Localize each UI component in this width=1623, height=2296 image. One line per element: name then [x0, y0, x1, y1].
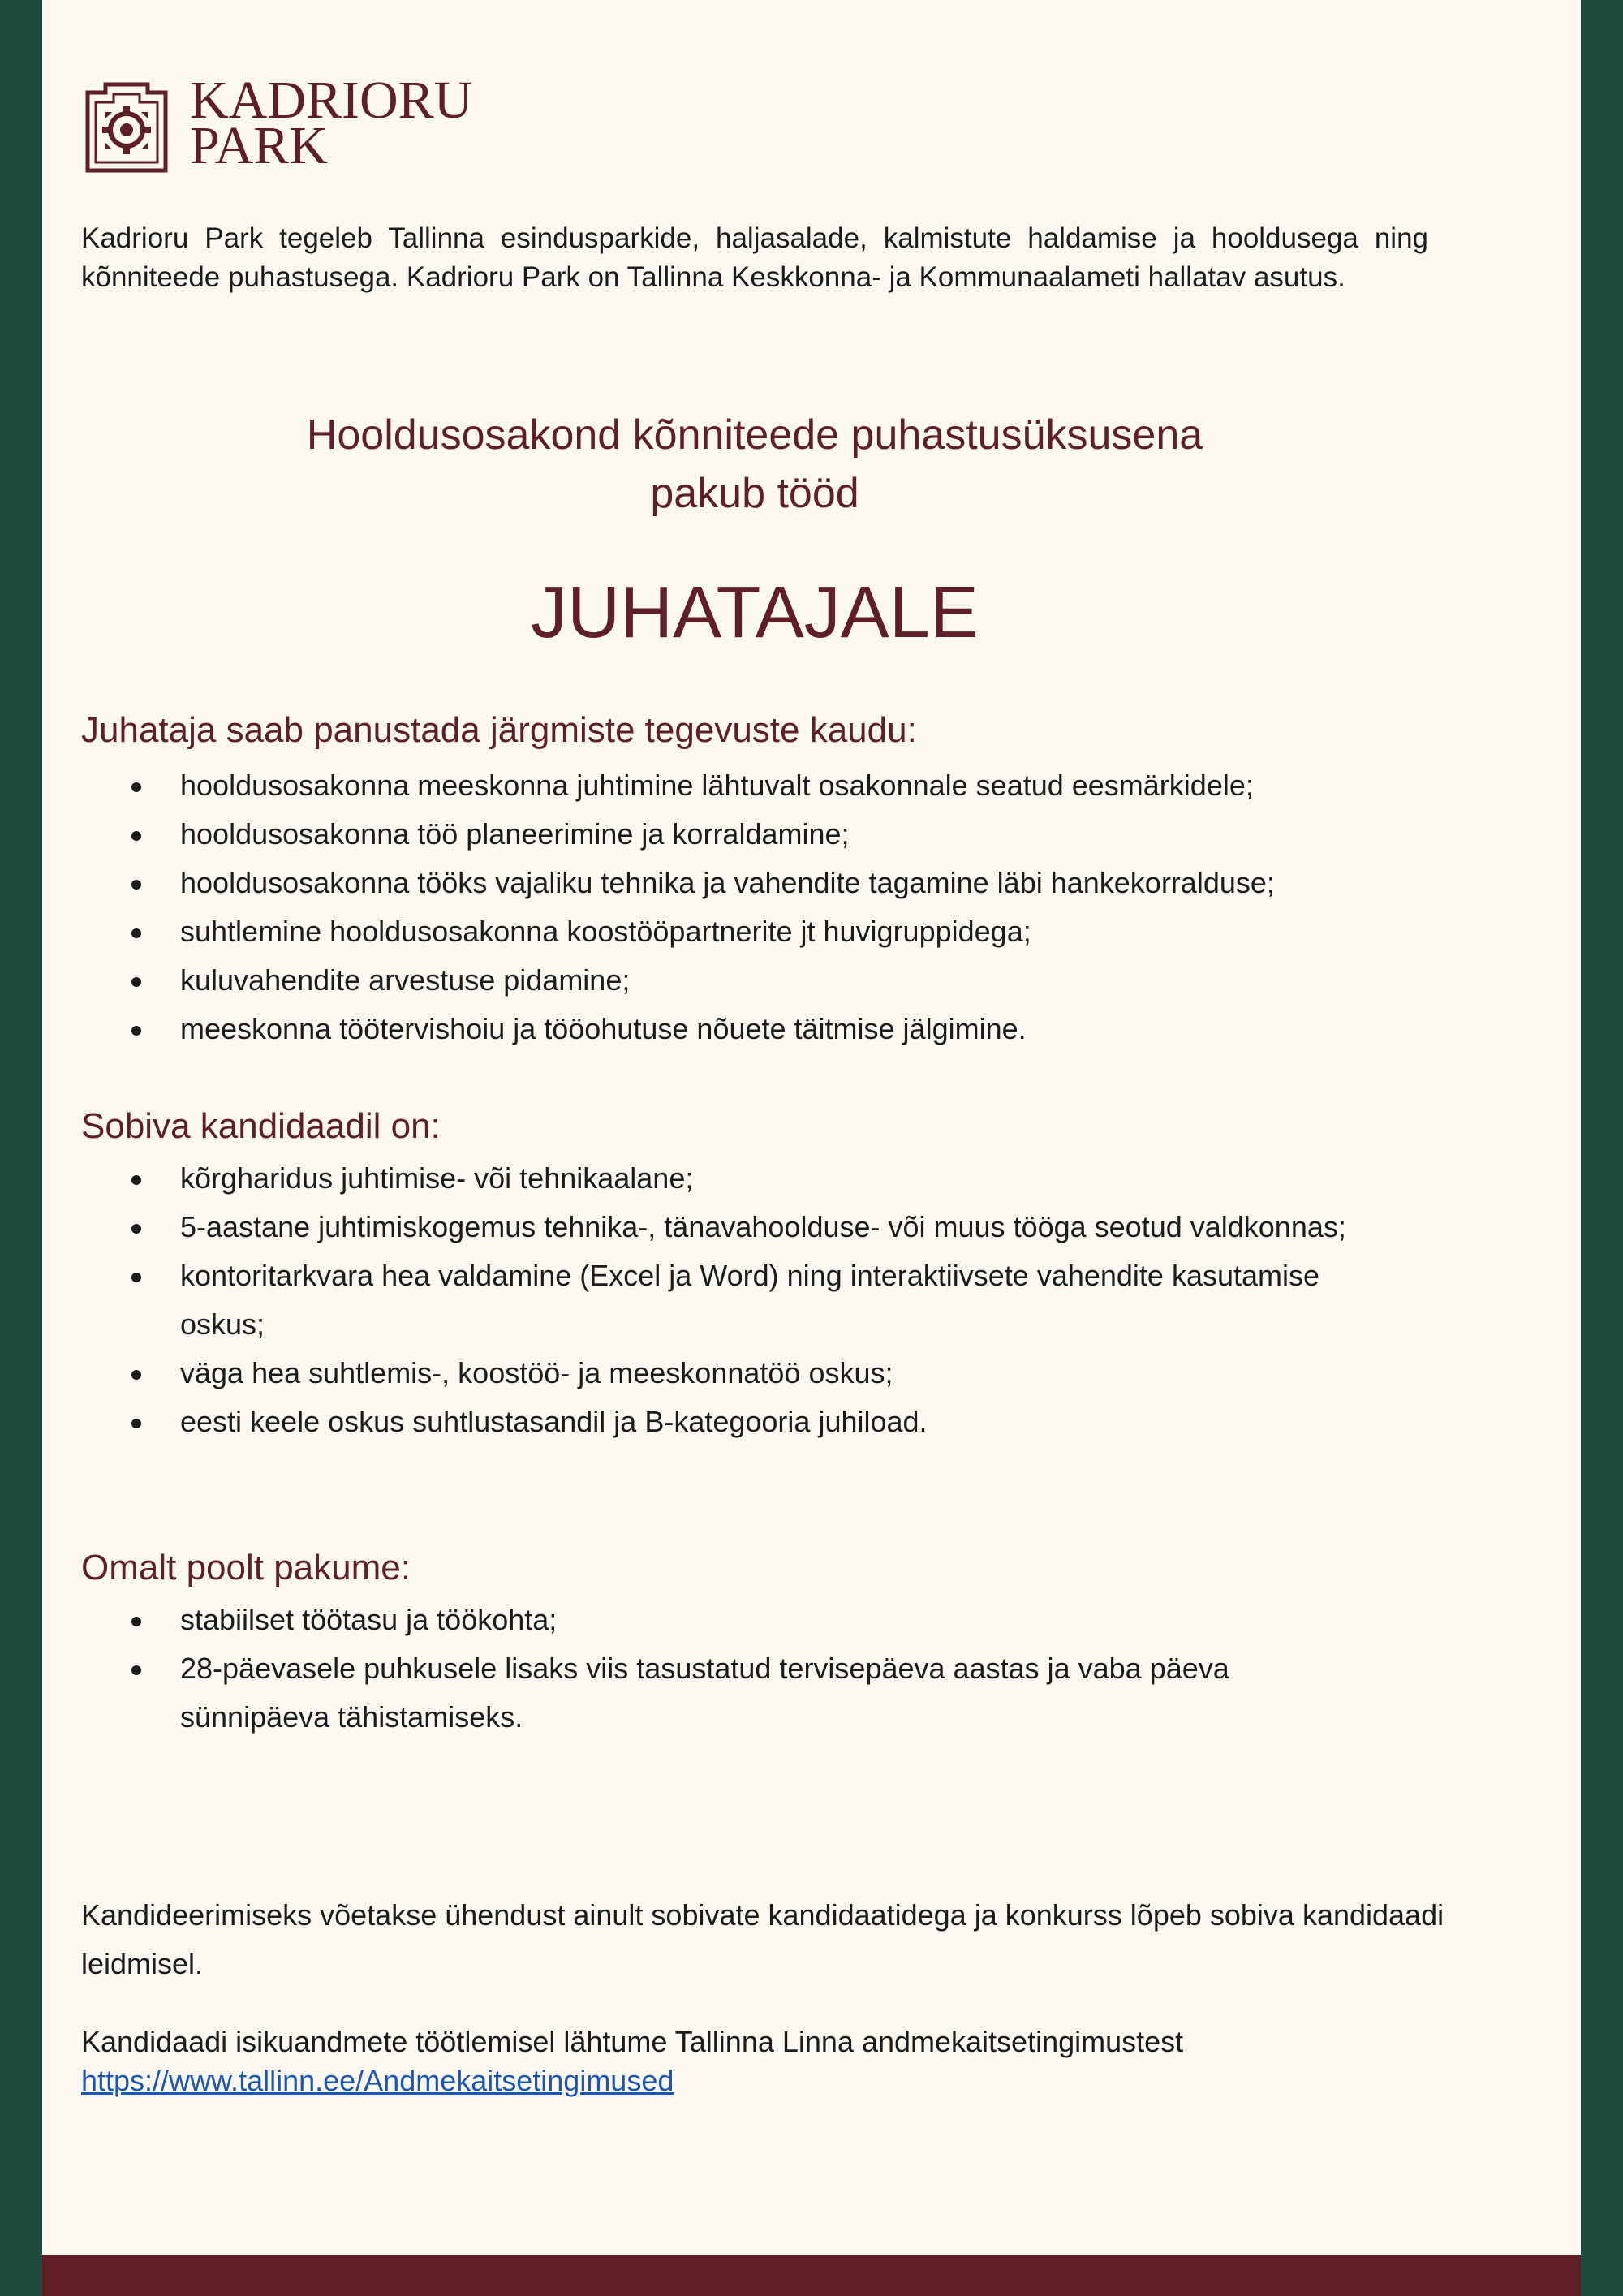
list-item: kontoritarkvara hea valdamine (Excel ja Word) ning interaktiivsete vahendite kasutamise oskus; — [81, 1251, 1363, 1349]
list-item: suhtlemine hooldusosakonna koostööpartnerite jt huvigruppidega; — [81, 907, 1363, 956]
logo-line-2: PARK — [190, 116, 328, 175]
requirements-list — [81, 1154, 1363, 1446]
list-item: stabiilset töötasu ja töökohta; — [81, 1596, 1363, 1644]
list-item: hooldusosakonna meeskonna juhtimine lähtuvalt osakonnale seatud eesmärkidele; — [81, 761, 1363, 810]
list-item: 28-päevasele puhkusele lisaks viis tasustatud tervisepäeva aastas ja vaba päeva sünnipäeva tähistamiseks. — [81, 1644, 1363, 1742]
logo-wordmark — [190, 71, 473, 175]
offer-list — [81, 1596, 1363, 1742]
list-item: kõrgharidus juhtimise- või tehnikaalane; — [81, 1154, 1363, 1203]
job-offer-subheading — [81, 406, 1428, 523]
section-heading-requirements: Sobiva kandidaadil on: — [81, 1106, 441, 1146]
left-frame-bar — [0, 0, 42, 2296]
privacy-link[interactable]: https://www.tallinn.ee/Andmekaitsetingimused — [81, 2064, 674, 2097]
kadrioru-park-emblem-icon — [81, 78, 172, 177]
job-title: JUHATAJALE — [531, 572, 979, 653]
list-item: hooldusosakonna töö planeerimine ja korraldamine; — [81, 810, 1363, 859]
kadrioru-park-logo — [81, 71, 473, 177]
list-item: hooldusosakonna tööks vajaliku tehnika ja vahendite tagamine läbi hankekorralduse; — [81, 859, 1363, 907]
section-heading-offer: Omalt poolt pakume: — [81, 1548, 411, 1587]
subheading-line-1: Hooldusosakond kõnniteede puhastusüksusena — [306, 411, 1203, 459]
bottom-frame-bar — [42, 2255, 1581, 2296]
contact-note: Kandideerimiseks võetakse ühendust ainult sobivate kandidaatidega ja konkurss lõpeb sobiva kandidaadi leidmisel. — [81, 1898, 1444, 1980]
intro-paragraph: Kadrioru Park tegeleb Tallinna esindusparkide, haljasalade, kalmistute haldamise ja hooldusega ning kõnniteede puhastusega. Kadrioru Park on Tallinna Keskkonna- ja Kommunaalameti hallatav asutus. — [81, 222, 1428, 293]
list-item: väga hea suhtlemis-, koostöö- ja meeskonnatöö oskus; — [81, 1349, 1363, 1398]
right-frame-bar — [1581, 0, 1623, 2296]
privacy-block — [81, 2022, 1461, 2100]
list-item: eesti keele oskus suhtlustasandil ja B-kategooria juhiload. — [81, 1398, 1363, 1446]
section-heading-duties: Juhataja saab panustada järgmiste tegevuste kaudu: — [81, 710, 917, 750]
list-item: 5-aastane juhtimiskogemus tehnika-, tänavahoolduse- või muus tööga seotud valdkonnas; — [81, 1203, 1363, 1251]
privacy-note: Kandidaadi isikuandmete töötlemisel lähtume Tallinna Linna andmekaitsetingimustest — [81, 2025, 1184, 2058]
list-item: meeskonna töötervishoiu ja tööohutuse nõuete täitmise jälgimine. — [81, 1005, 1363, 1053]
logo-line-1: KADRIORU — [190, 71, 473, 130]
duties-list — [81, 761, 1363, 1053]
list-item: kuluvahendite arvestuse pidamine; — [81, 956, 1363, 1005]
subheading-line-2: pakub tööd — [650, 470, 859, 517]
